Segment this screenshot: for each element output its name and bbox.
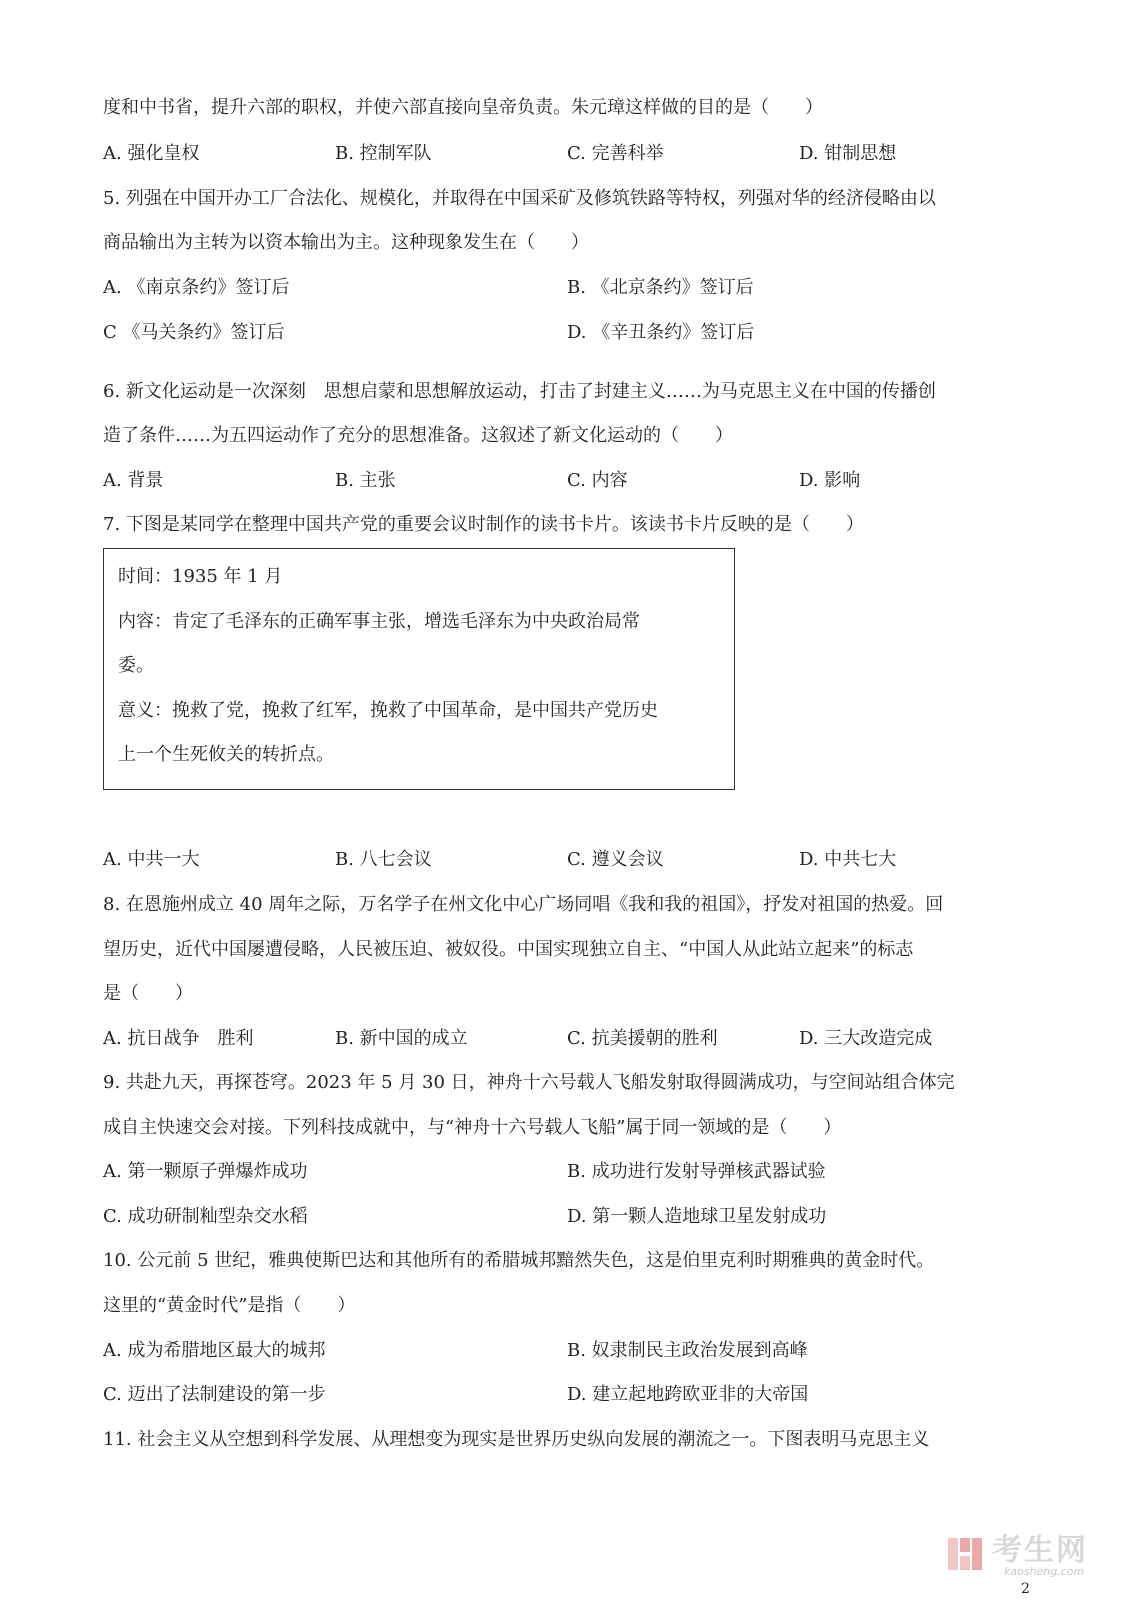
q8-stem-line-2: 望历史，近代中国屡遭侵略，人民被压迫、被奴役。中国实现独立自主、“中国人从此站立起来”的标志	[103, 939, 914, 960]
q6-option-a[interactable]: A. 背景	[103, 470, 164, 491]
card-time: 时间：1935 年 1 月	[118, 566, 283, 587]
card-significance: 意义：挽救了党，挽救了红军，挽救了中国革命，是中国共产党历史	[118, 700, 658, 721]
q9-option-a[interactable]: A. 第一颗原子弹爆炸成功	[103, 1161, 308, 1182]
q9-option-d[interactable]: D. 第一颗人造地球卫星发射成功	[567, 1206, 827, 1227]
q8-stem-line-1: 8. 在恩施州成立 40 周年之际，万名学子在州文化中心广场同唱《我和我的祖国》，抒发对祖国的热爱。回	[103, 894, 944, 915]
q10-option-d[interactable]: D. 建立起地跨欧亚非的大帝国	[567, 1384, 809, 1405]
q8-option-a[interactable]: A. 抗日战争 胜利	[103, 1028, 254, 1049]
q9-option-b[interactable]: B. 成功进行发射导弹核武器试验	[567, 1161, 826, 1182]
card-significance-cont: 上一个生死攸关的转折点。	[118, 744, 334, 765]
q9-option-c[interactable]: C. 成功研制籼型杂交水稻	[103, 1206, 308, 1227]
q11-stem-line-1: 11. 社会主义从空想到科学发展、从理想变为现实是世界历史纵向发展的潮流之一。下图表明马克思主义	[103, 1429, 930, 1450]
q5-option-b[interactable]: B. 《北京条约》签订后	[567, 277, 754, 298]
q5-stem-line-1: 5. 列强在中国开办工厂合法化、规模化，并取得在中国采矿及修筑铁路等特权，列强对华的经济侵略由以	[103, 188, 936, 209]
kaosheng-logo-icon	[946, 1534, 986, 1574]
q6-option-b[interactable]: B. 主张	[335, 470, 396, 491]
q5-option-d[interactable]: D. 《辛丑条约》签订后	[567, 322, 755, 343]
q5-option-a[interactable]: A. 《南京条约》签订后	[103, 277, 290, 298]
q7-stem: 7. 下图是某同学在整理中国共产党的重要会议时制作的读书卡片。该读书卡片反映的是（ ）	[103, 514, 864, 535]
q10-stem-line-2: 这里的“黄金时代”是指（ ）	[103, 1295, 356, 1316]
q4-option-b[interactable]: B. 控制军队	[335, 143, 432, 164]
q10-option-b[interactable]: B. 奴隶制民主政治发展到高峰	[567, 1340, 808, 1361]
q8-option-d[interactable]: D. 三大改造完成	[799, 1028, 933, 1049]
watermark-brand: 考生网	[992, 1533, 1088, 1568]
watermark-domain: kaosheng.com	[1004, 1565, 1085, 1578]
card-content: 内容：肯定了毛泽东的正确军事主张，增选毛泽东为中央政治局常	[118, 611, 640, 632]
q4-stem-tail: 度和中书省，提升六部的职权，并使六部直接向皇帝负责。朱元璋这样做的目的是（ ）	[103, 97, 823, 118]
q8-option-b[interactable]: B. 新中国的成立	[335, 1028, 468, 1049]
q5-stem-line-2: 商品输出为主转为以资本输出为主。这种现象发生在（ ）	[103, 232, 589, 253]
q7-option-b[interactable]: B. 八七会议	[335, 849, 432, 870]
q4-option-d[interactable]: D. 钳制思想	[799, 143, 897, 164]
reading-card	[103, 548, 735, 790]
page-number: 2	[1021, 1581, 1030, 1597]
q10-option-a[interactable]: A. 成为希腊地区最大的城邦	[103, 1340, 326, 1361]
q5-option-c[interactable]: C 《马关条约》签订后	[103, 322, 285, 343]
q10-stem-line-1: 10. 公元前 5 世纪，雅典使斯巴达和其他所有的希腊城邦黯然失色，这是伯里克利时期雅典的黄金时代。	[103, 1250, 935, 1271]
card-content-cont: 委。	[118, 655, 154, 676]
q7-option-c[interactable]: C. 遵义会议	[567, 849, 664, 870]
q9-stem-line-2: 成自主快速交会对接。下列科技成就中，与“神舟十六号载人飞船”属于同一领域的是（ ）	[103, 1117, 842, 1138]
q8-stem-line-3: 是（ ）	[103, 983, 193, 1004]
q4-option-c[interactable]: C. 完善科举	[567, 143, 664, 164]
q6-stem-line-2: 造了条件……为五四运动作了充分的思想准备。这叙述了新文化运动的（ ）	[103, 425, 733, 446]
q6-stem-line-1: 6. 新文化运动是一次深刻 思想启蒙和思想解放运动，打击了封建主义……为马克思主义在中国的传播创	[103, 381, 936, 402]
watermark-logo	[946, 1534, 1116, 1578]
q7-option-a[interactable]: A. 中共一大	[103, 849, 200, 870]
q10-option-c[interactable]: C. 迈出了法制建设的第一步	[103, 1384, 326, 1405]
q4-option-a[interactable]: A. 强化皇权	[103, 143, 200, 164]
q7-option-d[interactable]: D. 中共七大	[799, 849, 897, 870]
q6-option-d[interactable]: D. 影响	[799, 470, 861, 491]
q9-stem-line-1: 9. 共赴九天，再探苍穹。2023 年 5 月 30 日，神舟十六号载人飞船发射取得圆满成功，与空间站组合体完	[103, 1072, 955, 1093]
q8-option-c[interactable]: C. 抗美援朝的胜利	[567, 1028, 718, 1049]
q6-option-c[interactable]: C. 内容	[567, 470, 628, 491]
